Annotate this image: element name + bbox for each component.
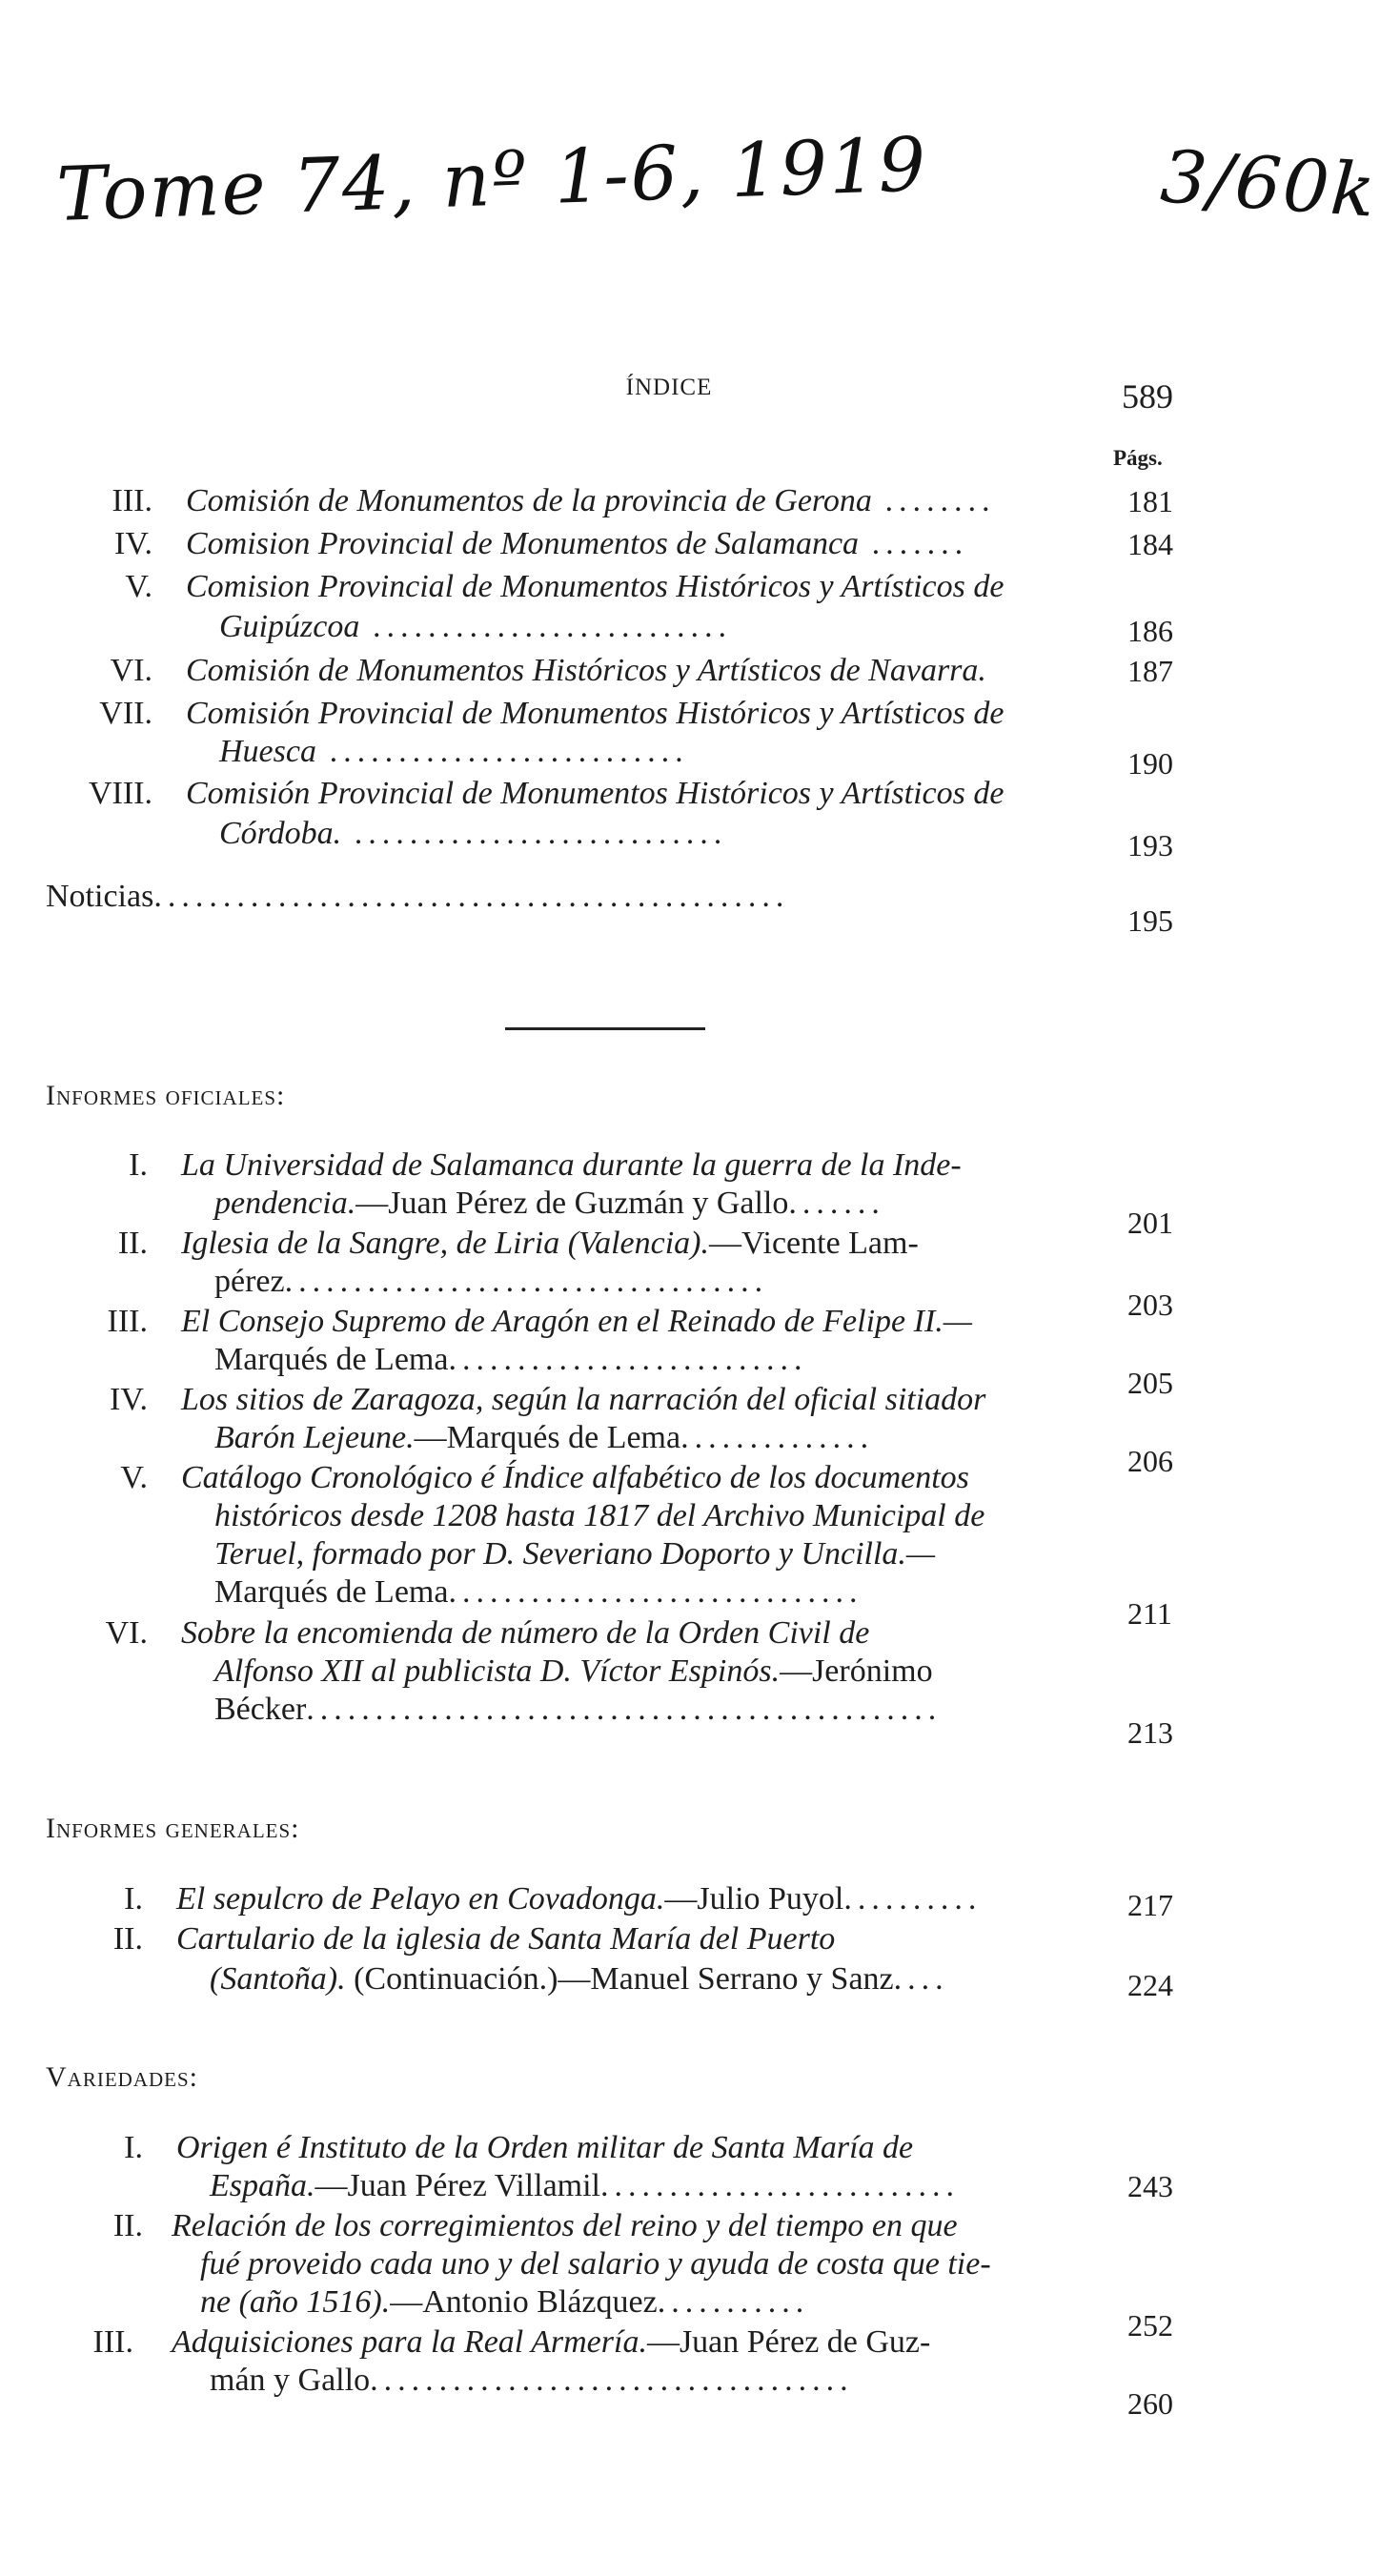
entry-title-cont: Bécker.............................................. bbox=[214, 1692, 943, 1727]
noticias-entry: Noticias.............................................. bbox=[46, 879, 790, 914]
entry-title: La Universidad de Salamanca durante la guerra de la Inde- bbox=[181, 1147, 962, 1183]
entry-page: 211 bbox=[1127, 1596, 1172, 1631]
entry-page: 203 bbox=[1127, 1288, 1173, 1322]
entry-title: Comisión Provincial de Monumentos Históricos y Artísticos de bbox=[186, 776, 1005, 811]
entry-title: Relación de los corregimientos del reino y del tiempo en que bbox=[172, 2208, 958, 2243]
handwritten-volume-note: Tome 74, nº 1-6, 1919 bbox=[55, 122, 929, 238]
entry-page: 186 bbox=[1127, 614, 1173, 648]
entry-title-cont: Teruel, formado por D. Severiano Doporto y Uncilla.— bbox=[214, 1536, 936, 1572]
entry-page: 205 bbox=[1127, 1366, 1173, 1400]
entry-title-cont: mán y Gallo................................... bbox=[210, 2363, 854, 2398]
entry-title: Origen é Instituto de la Orden militar de Santa María de bbox=[176, 2130, 914, 2165]
entry-title-cont: España.—Juan Pérez Villamil.......................... bbox=[210, 2168, 960, 2203]
entry-title: Comision Provincial de Monumentos de Salamanca ....... bbox=[186, 526, 970, 561]
entry-title: El sepulcro de Pelayo en Covadonga.—Julio Puyol.......... bbox=[176, 1881, 983, 1917]
section-heading-informes-oficiales: Informes oficiales: bbox=[46, 1080, 286, 1111]
entry-number: II. bbox=[112, 2208, 143, 2243]
entry-title-cont: Marqués de Lema.......................... bbox=[214, 1342, 808, 1377]
entry-title: El Consejo Supremo de Aragón en el Reinado de Felipe II.— bbox=[181, 1304, 972, 1339]
entry-title-cont: pendencia.—Juan Pérez de Guzmán y Gallo....... bbox=[214, 1186, 885, 1221]
entry-title-cont: (Santoña). (Continuación.)—Manuel Serrano y Sanz.... bbox=[210, 1961, 949, 1997]
entry-page: 184 bbox=[1127, 527, 1173, 561]
entry-number: II. bbox=[112, 1921, 143, 1957]
page-number: 589 bbox=[1122, 377, 1173, 416]
entry-title-cont: Guipúzcoa .......................... bbox=[219, 609, 733, 644]
entry-page: 260 bbox=[1127, 2386, 1173, 2421]
entry-title: Cartulario de la iglesia de Santa María del Puerto bbox=[176, 1921, 836, 1957]
entry-title: Catálogo Cronológico é Índice alfabético de los documentos bbox=[181, 1460, 969, 1495]
entry-number: III. bbox=[112, 483, 152, 518]
section-heading-informes-generales: Informes generales: bbox=[46, 1813, 300, 1844]
entry-number: III. bbox=[107, 1304, 148, 1339]
pages-column-label: Págs. bbox=[1113, 446, 1163, 470]
entry-title: Comisión Provincial de Monumentos Históricos y Artísticos de bbox=[186, 696, 1005, 731]
entry-number: III. bbox=[92, 2324, 133, 2360]
entry-number: I. bbox=[129, 1147, 148, 1183]
entry-number: VI. bbox=[105, 1615, 148, 1651]
entry-title: Iglesia de la Sangre, de Liria (Valencia).—Vicente Lam- bbox=[181, 1226, 919, 1261]
section-heading-variedades: Variedades: bbox=[46, 2061, 198, 2093]
section-divider bbox=[505, 1027, 705, 1030]
entry-page: 252 bbox=[1127, 2308, 1173, 2343]
entry-number: I. bbox=[124, 2130, 143, 2165]
entry-page: 193 bbox=[1127, 828, 1173, 862]
entry-title-cont: Marqués de Lema.............................. bbox=[214, 1574, 863, 1610]
entry-title-cont: Alfonso XII al publicista D. Víctor Espinós.—Jerónimo bbox=[214, 1653, 933, 1689]
entry-title-cont: ne (año 1516).—Antonio Blázquez........... bbox=[200, 2284, 810, 2320]
entry-title: Comisión de Monumentos Históricos y Artísticos de Navarra. bbox=[186, 653, 986, 688]
entry-title-cont: Córdoba. ........................... bbox=[219, 816, 729, 851]
entry-number: I. bbox=[124, 1881, 143, 1917]
entry-number: VII. bbox=[99, 696, 152, 731]
entry-page: 217 bbox=[1127, 1888, 1173, 1922]
entry-page: 213 bbox=[1127, 1715, 1173, 1750]
entry-page: 224 bbox=[1127, 1968, 1173, 2002]
entry-title-cont: pérez................................... bbox=[214, 1264, 769, 1299]
entry-title: Sobre la encomienda de número de la Orden Civil de bbox=[181, 1615, 870, 1651]
entry-title: Adquisiciones para la Real Armería.—Juan Pérez de Guz- bbox=[172, 2324, 931, 2360]
handwritten-shelf-code: 3/60k bbox=[1158, 133, 1380, 233]
entry-number: VI. bbox=[110, 653, 152, 688]
entry-number: V. bbox=[120, 1460, 148, 1495]
entry-title-cont: históricos desde 1208 hasta 1817 del Archivo Municipal de bbox=[214, 1498, 985, 1533]
entry-number: IV. bbox=[114, 526, 152, 561]
entry-number: II. bbox=[117, 1226, 148, 1261]
entry-number: IV. bbox=[110, 1382, 148, 1417]
noticias-page: 195 bbox=[1127, 903, 1173, 938]
entry-number: VIII. bbox=[88, 776, 152, 811]
entry-title: Los sitios de Zaragoza, según la narración del oficial sitiador bbox=[181, 1382, 986, 1417]
entry-page: 243 bbox=[1127, 2169, 1173, 2203]
entry-page: 181 bbox=[1127, 484, 1173, 518]
entry-page: 206 bbox=[1127, 1444, 1173, 1478]
entry-title-cont: fué proveido cada uno y del salario y ayuda de costa que tie- bbox=[200, 2246, 991, 2282]
entry-page: 187 bbox=[1127, 654, 1173, 688]
entry-page: 201 bbox=[1127, 1206, 1173, 1240]
entry-title-cont: Barón Lejeune.—Marqués de Lema.............. bbox=[214, 1420, 875, 1455]
entry-number: V. bbox=[125, 569, 152, 604]
entry-title-cont: Huesca .......................... bbox=[219, 734, 690, 769]
running-title: ÍNDICE bbox=[625, 375, 713, 400]
noticias-label: Noticias bbox=[46, 879, 154, 914]
entry-title: Comision Provincial de Monumentos Históricos y Artísticos de bbox=[186, 569, 1005, 604]
entry-page: 190 bbox=[1127, 746, 1173, 781]
entry-title: Comisión de Monumentos de la provincia de Gerona ........ bbox=[186, 483, 997, 518]
